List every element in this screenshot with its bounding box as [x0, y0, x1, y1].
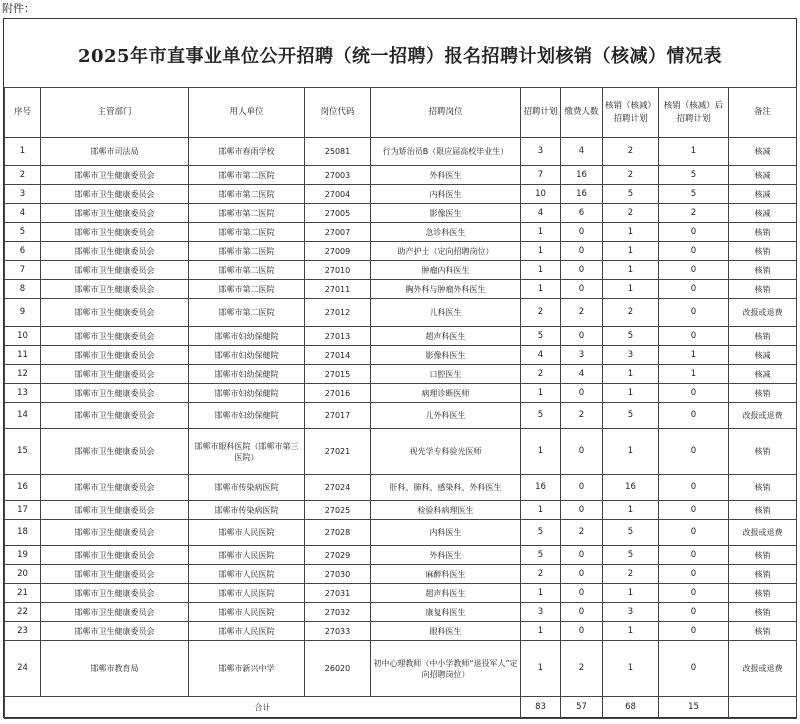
paid-cell: 0	[561, 603, 603, 622]
cut-cell: 2	[603, 565, 659, 584]
after-cell: 5	[659, 166, 729, 185]
plan-cell: 5	[521, 546, 561, 565]
paid-cell: 0	[561, 384, 603, 403]
post-cell: 肿瘤内科医生	[371, 261, 521, 280]
header-cell: 核销（核减）后招聘计划	[659, 88, 729, 138]
table-row	[5, 429, 797, 475]
note-cell: 核减	[729, 204, 797, 223]
after-cell: 0	[659, 546, 729, 565]
plan-cell: 16	[521, 475, 561, 501]
paid-cell: 0	[561, 584, 603, 603]
paid-cell: 0	[561, 223, 603, 242]
note-cell: 核减	[729, 185, 797, 204]
row-number: 12	[5, 365, 41, 384]
note-cell: 核销	[729, 501, 797, 520]
code-cell: 27032	[305, 603, 371, 622]
cut-cell: 5	[603, 327, 659, 346]
after-cell: 0	[659, 603, 729, 622]
table-row	[5, 365, 797, 384]
plan-cell: 2	[521, 365, 561, 384]
table-row	[5, 204, 797, 223]
total-row	[5, 697, 797, 719]
table-row	[5, 299, 797, 327]
code-cell: 27011	[305, 280, 371, 299]
paid-cell: 0	[561, 327, 603, 346]
row-number: 19	[5, 546, 41, 565]
unit-cell: 邯郸市第二医院	[189, 280, 305, 299]
code-cell: 27003	[305, 166, 371, 185]
code-cell: 27004	[305, 185, 371, 204]
header-row	[5, 88, 797, 138]
plan-cell: 10	[521, 185, 561, 204]
paid-cell: 4	[561, 365, 603, 384]
row-number: 15	[5, 429, 41, 475]
plan-cell: 5	[521, 520, 561, 546]
code-cell: 27010	[305, 261, 371, 280]
note-cell: 核销	[729, 475, 797, 501]
after-cell: 0	[659, 280, 729, 299]
post-cell: 视光学专科验光医师	[371, 429, 521, 475]
note-cell: 核销	[729, 603, 797, 622]
after-cell: 0	[659, 622, 729, 641]
cut-cell: 1	[603, 584, 659, 603]
after-cell: 0	[659, 261, 729, 280]
code-cell: 27015	[305, 365, 371, 384]
paid-cell: 2	[561, 641, 603, 697]
table-row	[5, 603, 797, 622]
plan-cell: 1	[521, 223, 561, 242]
table-body	[5, 138, 797, 697]
note-cell: 核销	[729, 565, 797, 584]
plan-cell: 1	[521, 261, 561, 280]
cut-cell: 1	[603, 223, 659, 242]
code-cell: 27012	[305, 299, 371, 327]
row-number: 14	[5, 403, 41, 429]
plan-cell: 1	[521, 280, 561, 299]
table-row	[5, 327, 797, 346]
after-cell: 1	[659, 138, 729, 166]
after-cell: 0	[659, 403, 729, 429]
table-row	[5, 384, 797, 403]
code-cell: 27014	[305, 346, 371, 365]
dept-cell: 邯郸市卫生健康委员会	[41, 520, 189, 546]
row-number: 10	[5, 327, 41, 346]
cut-cell: 1	[603, 429, 659, 475]
plan-cell: 3	[521, 603, 561, 622]
after-cell: 0	[659, 429, 729, 475]
total-label: 合计	[5, 697, 521, 719]
unit-cell: 邯郸市妇幼保健院	[189, 403, 305, 429]
unit-cell: 邯郸市妇幼保健院	[189, 365, 305, 384]
post-cell: 内科医生	[371, 185, 521, 204]
unit-cell: 邯郸市传染病医院	[189, 475, 305, 501]
header-cell: 序号	[5, 88, 41, 138]
dept-cell: 邯郸市卫生健康委员会	[41, 403, 189, 429]
post-cell: 儿科医生	[371, 299, 521, 327]
unit-cell: 邯郸市传染病医院	[189, 501, 305, 520]
note-cell: 核销	[729, 223, 797, 242]
after-cell: 0	[659, 223, 729, 242]
unit-cell: 邯郸市第二医院	[189, 299, 305, 327]
dept-cell: 邯郸市卫生健康委员会	[41, 242, 189, 261]
attachment-label: 附件：	[2, 2, 35, 15]
paid-cell: 2	[561, 520, 603, 546]
code-cell: 27021	[305, 429, 371, 475]
dept-cell: 邯郸市司法局	[41, 138, 189, 166]
code-cell: 26020	[305, 641, 371, 697]
note-cell: 核销	[729, 242, 797, 261]
row-number: 23	[5, 622, 41, 641]
unit-cell: 邯郸市春雨学校	[189, 138, 305, 166]
post-cell: 麻醉科医生	[371, 565, 521, 584]
code-cell: 27025	[305, 501, 371, 520]
header-cell: 备注	[729, 88, 797, 138]
cut-cell: 1	[603, 384, 659, 403]
header-cell: 缴费人数	[561, 88, 603, 138]
plan-cell: 3	[521, 138, 561, 166]
row-number: 5	[5, 223, 41, 242]
after-cell: 5	[659, 185, 729, 204]
cut-cell: 1	[603, 622, 659, 641]
cut-cell: 2	[603, 204, 659, 223]
paid-cell: 6	[561, 204, 603, 223]
unit-cell: 邯郸市眼科医院（邯郸市第三医院）	[189, 429, 305, 475]
row-number: 24	[5, 641, 41, 697]
dept-cell: 邯郸市卫生健康委员会	[41, 185, 189, 204]
paid-cell: 2	[561, 403, 603, 429]
note-cell: 核销	[729, 584, 797, 603]
row-number: 17	[5, 501, 41, 520]
after-cell: 1	[659, 346, 729, 365]
row-number: 11	[5, 346, 41, 365]
total-after: 15	[659, 697, 729, 719]
post-cell: 影像科医生	[371, 346, 521, 365]
note-cell: 核销	[729, 429, 797, 475]
plan-cell: 5	[521, 403, 561, 429]
post-cell: 外科医生	[371, 166, 521, 185]
code-cell: 27009	[305, 242, 371, 261]
row-number: 7	[5, 261, 41, 280]
paid-cell: 2	[561, 299, 603, 327]
unit-cell: 邯郸市第二医院	[189, 223, 305, 242]
plan-cell: 1	[521, 242, 561, 261]
code-cell: 27028	[305, 520, 371, 546]
cut-cell: 5	[603, 546, 659, 565]
code-cell: 27031	[305, 584, 371, 603]
table-row	[5, 584, 797, 603]
header-cell: 招聘岗位	[371, 88, 521, 138]
cut-cell: 1	[603, 280, 659, 299]
note-cell: 核销	[729, 622, 797, 641]
post-cell: 行为矫治员B（限应届高校毕业生）	[371, 138, 521, 166]
post-cell: 胸外科与肿瘤外科医生	[371, 280, 521, 299]
dept-cell: 邯郸市卫生健康委员会	[41, 429, 189, 475]
post-cell: 影像医生	[371, 204, 521, 223]
post-cell: 眼科医生	[371, 622, 521, 641]
table-row	[5, 242, 797, 261]
table-row	[5, 475, 797, 501]
post-cell: 口腔医生	[371, 365, 521, 384]
table-row	[5, 185, 797, 204]
dept-cell: 邯郸市卫生健康委员会	[41, 603, 189, 622]
post-cell: 肝科、肺科、感染科、外科医生	[371, 475, 521, 501]
paid-cell: 16	[561, 185, 603, 204]
table-row	[5, 520, 797, 546]
unit-cell: 邯郸市妇幼保健院	[189, 327, 305, 346]
table-row	[5, 565, 797, 584]
row-number: 18	[5, 520, 41, 546]
total-cut: 68	[603, 697, 659, 719]
note-cell: 核销	[729, 261, 797, 280]
cut-cell: 5	[603, 403, 659, 429]
dept-cell: 邯郸市卫生健康委员会	[41, 223, 189, 242]
note-cell: 核减	[729, 166, 797, 185]
after-cell: 2	[659, 204, 729, 223]
plan-cell: 1	[521, 584, 561, 603]
plan-cell: 4	[521, 346, 561, 365]
table-row	[5, 261, 797, 280]
post-cell: 内科医生	[371, 520, 521, 546]
unit-cell: 邯郸市人民医院	[189, 622, 305, 641]
table-row	[5, 501, 797, 520]
dept-cell: 邯郸市卫生健康委员会	[41, 327, 189, 346]
unit-cell: 邯郸市妇幼保健院	[189, 384, 305, 403]
after-cell: 0	[659, 475, 729, 501]
row-number: 20	[5, 565, 41, 584]
header-cell: 岗位代码	[305, 88, 371, 138]
plan-cell: 1	[521, 622, 561, 641]
table-row	[5, 166, 797, 185]
table-row	[5, 280, 797, 299]
after-cell: 0	[659, 299, 729, 327]
table-row	[5, 622, 797, 641]
row-number: 4	[5, 204, 41, 223]
cut-cell: 5	[603, 185, 659, 204]
plan-cell: 2	[521, 565, 561, 584]
cut-cell: 1	[603, 641, 659, 697]
post-cell: 儿外科医生	[371, 403, 521, 429]
code-cell: 27005	[305, 204, 371, 223]
post-cell: 外科医生	[371, 546, 521, 565]
paid-cell: 0	[561, 546, 603, 565]
plan-cell: 4	[521, 204, 561, 223]
plan-cell: 1	[521, 429, 561, 475]
code-cell: 27017	[305, 403, 371, 429]
row-number: 16	[5, 475, 41, 501]
code-cell: 27029	[305, 546, 371, 565]
page-title: 2025年市直事业单位公开招聘（统一招聘）报名招聘计划核销（核减）情况表	[77, 46, 723, 67]
note-cell: 改报或退费	[729, 299, 797, 327]
note-cell: 改报或退费	[729, 641, 797, 697]
dept-cell: 邯郸市卫生健康委员会	[41, 565, 189, 584]
post-cell: 初中心理教师（中小学教师“退役军人”定向招聘岗位）	[371, 641, 521, 697]
header-cell: 核销（核减）招聘计划	[603, 88, 659, 138]
cut-cell: 5	[603, 520, 659, 546]
note-cell: 核销	[729, 327, 797, 346]
cut-cell: 2	[603, 138, 659, 166]
row-number: 3	[5, 185, 41, 204]
unit-cell: 邯郸市人民医院	[189, 520, 305, 546]
table-row	[5, 138, 797, 166]
cut-cell: 1	[603, 365, 659, 384]
unit-cell: 邯郸市人民医院	[189, 546, 305, 565]
paid-cell: 3	[561, 346, 603, 365]
post-cell: 病理诊断医师	[371, 384, 521, 403]
after-cell: 0	[659, 584, 729, 603]
after-cell: 0	[659, 327, 729, 346]
dept-cell: 邯郸市卫生健康委员会	[41, 546, 189, 565]
note-cell: 核减	[729, 138, 797, 166]
cut-cell: 1	[603, 261, 659, 280]
total-plan: 83	[521, 697, 561, 719]
paid-cell: 0	[561, 261, 603, 280]
after-cell: 0	[659, 565, 729, 584]
code-cell: 27007	[305, 223, 371, 242]
paid-cell: 0	[561, 429, 603, 475]
unit-cell: 邯郸市人民医院	[189, 584, 305, 603]
after-cell: 0	[659, 384, 729, 403]
paid-cell: 0	[561, 280, 603, 299]
cut-cell: 3	[603, 603, 659, 622]
unit-cell: 邯郸市第二医院	[189, 166, 305, 185]
row-number: 22	[5, 603, 41, 622]
unit-cell: 邯郸市第二医院	[189, 261, 305, 280]
after-cell: 0	[659, 501, 729, 520]
dept-cell: 邯郸市卫生健康委员会	[41, 204, 189, 223]
note-cell: 核销	[729, 280, 797, 299]
dept-cell: 邯郸市卫生健康委员会	[41, 475, 189, 501]
note-cell: 核销	[729, 546, 797, 565]
header-cell: 用人单位	[189, 88, 305, 138]
paid-cell: 0	[561, 565, 603, 584]
table-row	[5, 403, 797, 429]
row-number: 6	[5, 242, 41, 261]
post-cell: 超声科医生	[371, 327, 521, 346]
cut-cell: 1	[603, 501, 659, 520]
plan-cell: 1	[521, 384, 561, 403]
post-cell: 助产护士（定向招聘岗位）	[371, 242, 521, 261]
paid-cell: 4	[561, 138, 603, 166]
plan-cell: 1	[521, 501, 561, 520]
unit-cell: 邯郸市第二医院	[189, 185, 305, 204]
dept-cell: 邯郸市卫生健康委员会	[41, 501, 189, 520]
cut-cell: 1	[603, 242, 659, 261]
note-cell: 改报或退费	[729, 520, 797, 546]
plan-cell: 7	[521, 166, 561, 185]
dept-cell: 邯郸市卫生健康委员会	[41, 261, 189, 280]
cut-cell: 2	[603, 166, 659, 185]
unit-cell: 邯郸市新兴中学	[189, 641, 305, 697]
paid-cell: 16	[561, 166, 603, 185]
header-cell: 招聘计划	[521, 88, 561, 138]
code-cell: 27013	[305, 327, 371, 346]
note-cell: 核减	[729, 365, 797, 384]
after-cell: 0	[659, 242, 729, 261]
unit-cell: 邯郸市妇幼保健院	[189, 346, 305, 365]
dept-cell: 邯郸市卫生健康委员会	[41, 365, 189, 384]
row-number: 1	[5, 138, 41, 166]
post-cell: 检验科病理医生	[371, 501, 521, 520]
post-cell: 急诊科医生	[371, 223, 521, 242]
note-cell: 核减	[729, 346, 797, 365]
paid-cell: 0	[561, 475, 603, 501]
recruitment-table	[4, 87, 797, 719]
cut-cell: 2	[603, 299, 659, 327]
code-cell: 27033	[305, 622, 371, 641]
table-row	[5, 546, 797, 565]
plan-cell: 2	[521, 299, 561, 327]
after-cell: 0	[659, 520, 729, 546]
table-row	[5, 346, 797, 365]
dept-cell: 邯郸市卫生健康委员会	[41, 280, 189, 299]
row-number: 13	[5, 384, 41, 403]
code-cell: 27016	[305, 384, 371, 403]
dept-cell: 邯郸市卫生健康委员会	[41, 584, 189, 603]
dept-cell: 邯郸市卫生健康委员会	[41, 622, 189, 641]
post-cell: 康复科医生	[371, 603, 521, 622]
dept-cell: 邯郸市教育局	[41, 641, 189, 697]
row-number: 8	[5, 280, 41, 299]
post-cell: 超声科医生	[371, 584, 521, 603]
after-cell: 0	[659, 641, 729, 697]
header-cell: 主管部门	[41, 88, 189, 138]
dept-cell: 邯郸市卫生健康委员会	[41, 384, 189, 403]
unit-cell: 邯郸市人民医院	[189, 565, 305, 584]
unit-cell: 邯郸市人民医院	[189, 603, 305, 622]
cut-cell: 16	[603, 475, 659, 501]
paid-cell: 0	[561, 622, 603, 641]
row-number: 9	[5, 299, 41, 327]
dept-cell: 邯郸市卫生健康委员会	[41, 346, 189, 365]
note-cell: 改报或退费	[729, 403, 797, 429]
paid-cell: 0	[561, 242, 603, 261]
cut-cell: 3	[603, 346, 659, 365]
table-row	[5, 641, 797, 697]
note-cell: 核销	[729, 384, 797, 403]
row-number: 2	[5, 166, 41, 185]
paid-cell: 0	[561, 501, 603, 520]
total-paid: 57	[561, 697, 603, 719]
total-note	[729, 697, 797, 719]
code-cell: 25081	[305, 138, 371, 166]
unit-cell: 邯郸市第二医院	[189, 242, 305, 261]
dept-cell: 邯郸市卫生健康委员会	[41, 166, 189, 185]
code-cell: 27024	[305, 475, 371, 501]
after-cell: 1	[659, 365, 729, 384]
plan-cell: 1	[521, 641, 561, 697]
row-number: 21	[5, 584, 41, 603]
unit-cell: 邯郸市第二医院	[189, 204, 305, 223]
code-cell: 27030	[305, 565, 371, 584]
table-row	[5, 223, 797, 242]
dept-cell: 邯郸市卫生健康委员会	[41, 299, 189, 327]
plan-cell: 5	[521, 327, 561, 346]
